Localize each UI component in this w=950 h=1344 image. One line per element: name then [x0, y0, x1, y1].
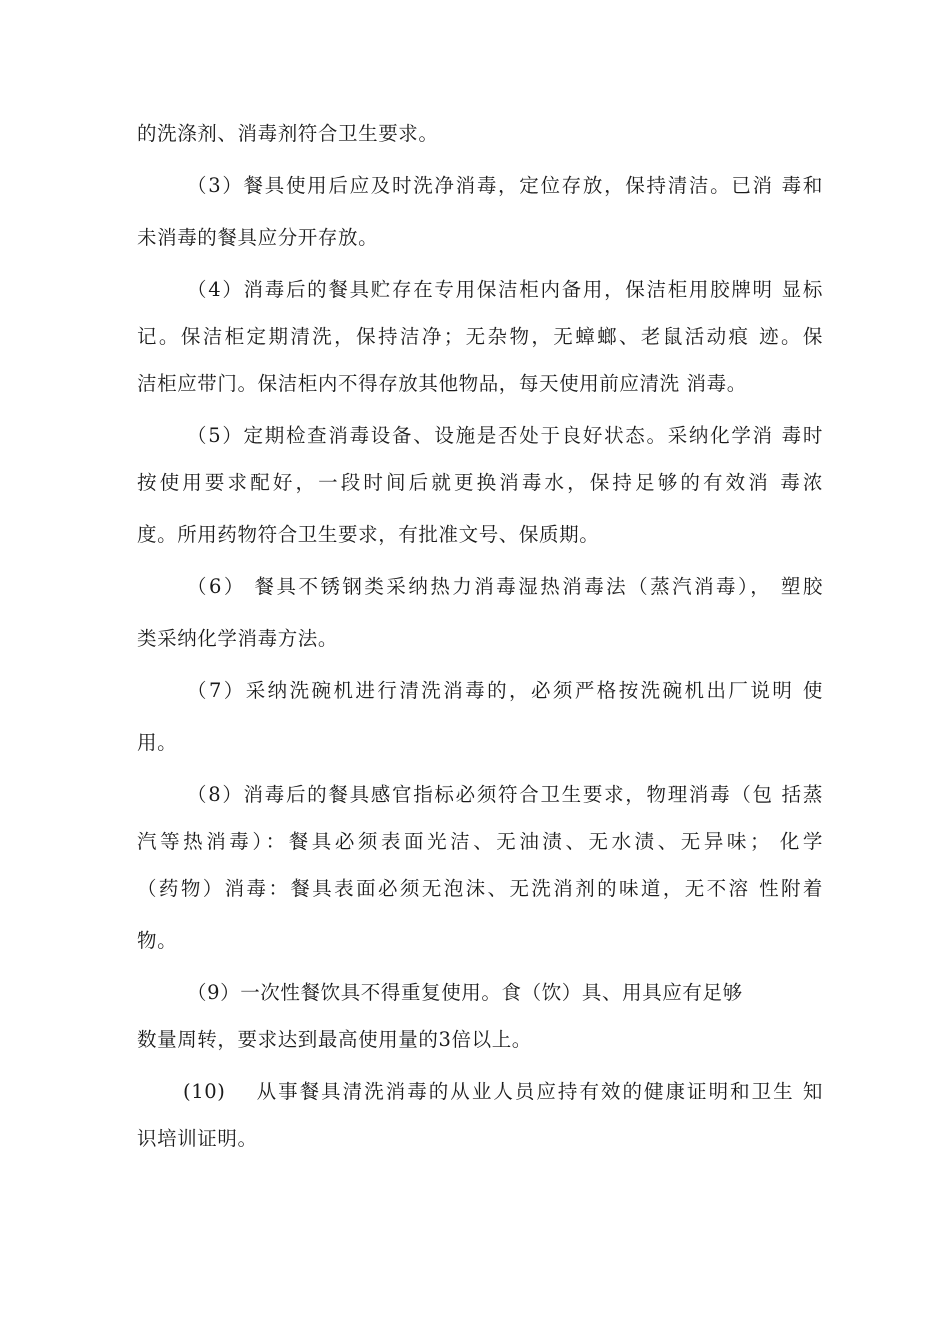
paragraph-8-line-1: （8）消毒后的餐具感官指标必须符合卫生要求，物理消毒（包 括蒸 [187, 783, 823, 806]
paragraph-7-line-1: （7）采纳洗碗机进行清洗消毒的，必须严格按洗碗机出厂说明 使 [187, 679, 823, 702]
paragraph-5-line-1: （5）定期检查消毒设备、设施是否处于良好状态。采纳化学消 毒时 [187, 424, 823, 447]
paragraph-6-line-2: 类采纳化学消毒方法。 [137, 627, 339, 650]
paragraph-4-line-1: （4）消毒后的餐具贮存在专用保洁柜内备用，保洁柜用胶牌明 显标 [187, 278, 823, 301]
paragraph-3-line-2: 未消毒的餐具应分开存放。 [137, 226, 379, 249]
paragraph-10-line-2: 识培训证明。 [137, 1127, 258, 1150]
paragraph-8-line-3: （药物）消毒：餐具表面必须无泡沫、无洗消剂的味道，无不溶 性附着 [137, 877, 823, 900]
paragraph-5-line-3: 度。所用药物符合卫生要求，有批准文号、保质期。 [137, 523, 600, 546]
paragraph-8-line-4: 物。 [137, 929, 178, 952]
paragraph-3-line-1: （3）餐具使用后应及时洗净消毒，定位存放，保持清洁。已消 毒和 [187, 174, 823, 197]
paragraph-10-line-1: (10) 从事餐具清洗消毒的从业人员应持有效的健康证明和卫生 知 [183, 1080, 823, 1103]
text-line: 的洗涤剂、消毒剂符合卫生要求。 [137, 122, 439, 145]
paragraph-5-line-2: 按使用要求配好，一段时间后就更换消毒水，保持足够的有效消 毒浓 [137, 471, 823, 494]
paragraph-9-line-2: 数量周转，要求达到最高使用量的3倍以上。 [137, 1028, 532, 1051]
paragraph-4-line-2: 记。保洁柜定期清洗，保持洁净；无杂物，无蟑螂、老鼠活动痕 迹。保 [137, 325, 823, 348]
paragraph-7-line-2: 用。 [137, 731, 178, 754]
paragraph-8-line-2: 汽等热消毒）：餐具必须表面光洁、无油渍、无水渍、无异味； 化学 [137, 830, 823, 853]
paragraph-4-line-3: 洁柜应带门。保洁柜内不得存放其他物品，每天使用前应清洗 消毒。 [137, 372, 747, 395]
paragraph-9-line-1: （9）一次性餐饮具不得重复使用。食（饮）具、用具应有足够 [187, 981, 743, 1004]
paragraph-6-line-1: （6） 餐具不锈钢类采纳热力消毒湿热消毒法（蒸汽消毒）， 塑胶 [187, 575, 823, 598]
